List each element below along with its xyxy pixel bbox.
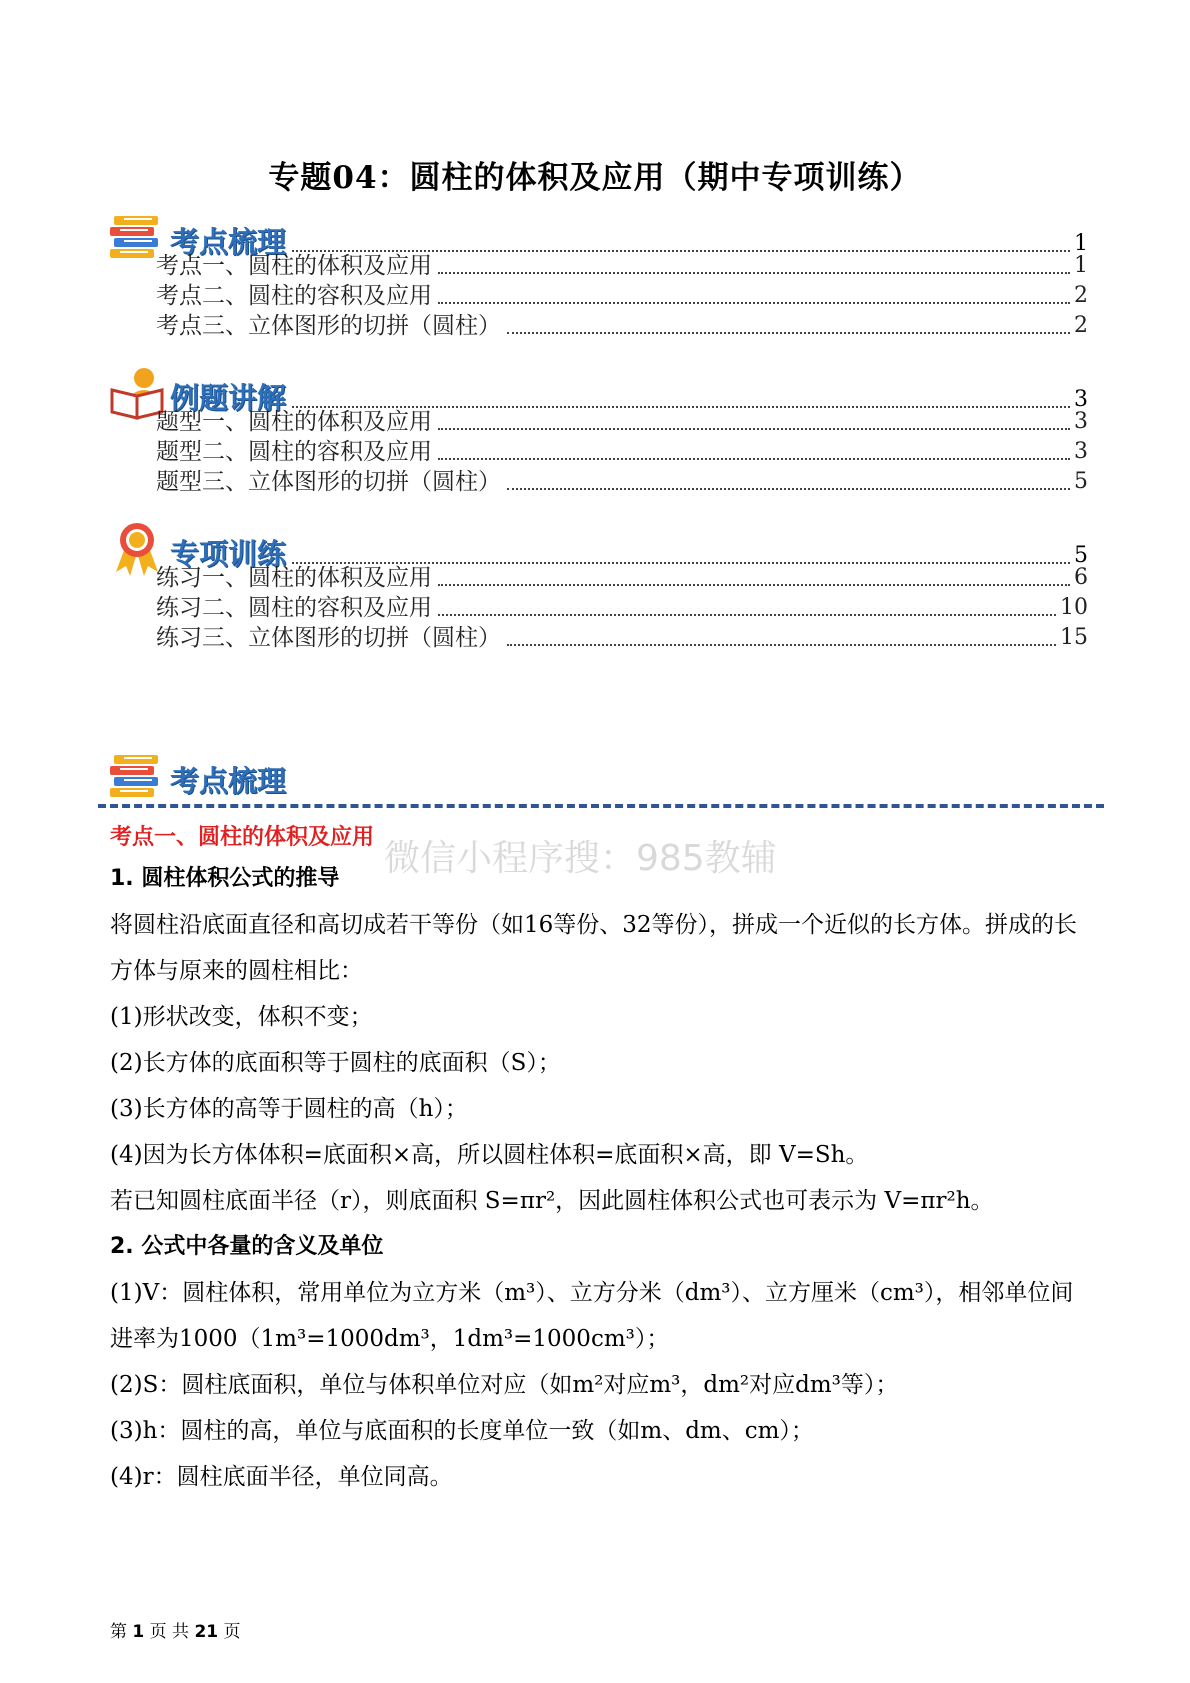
books-icon (108, 747, 166, 803)
toc-page-number: 3 (1074, 409, 1088, 434)
leader-dots (507, 643, 1056, 646)
toc-item[interactable] (156, 250, 1088, 282)
toc-item-label: 题型一、圆柱的体积及应用 (156, 409, 432, 435)
toc-page-number: 10 (1060, 595, 1088, 620)
toc-page-number: 5 (1074, 543, 1088, 568)
body-paragraph: (2)长方体的底面积等于圆柱的底面积（S）； (110, 1050, 561, 1076)
toc-item[interactable] (156, 310, 1088, 342)
toc-section-label: 考点梳理 (170, 225, 287, 259)
toc-page-number: 6 (1074, 565, 1088, 590)
body-paragraph: (1)V：圆柱体积，常用单位为立方米（m³）、立方分米（dm³）、立方厘米（cm³），相邻单位间进率为1000（1m³=1000dm³，1dm³=1000cm³）； (110, 1280, 1074, 1352)
toc-item[interactable] (156, 562, 1088, 594)
body-paragraph: (3)长方体的高等于圆柱的高（h）； (110, 1096, 468, 1122)
body-paragraph: (4)r：圆柱底面半径，单位同高。 (110, 1464, 453, 1490)
body-heading: 1. 圆柱体积公式的推导 (110, 866, 340, 891)
toc-item[interactable] (156, 280, 1088, 312)
leader-dots (507, 331, 1070, 334)
page-footer (110, 1617, 241, 1642)
toc-page-number: 3 (1074, 387, 1088, 412)
leader-dots (438, 301, 1070, 304)
toc-page-number: 1 (1074, 231, 1088, 256)
toc-page-number: 1 (1074, 253, 1088, 278)
leader-dots (438, 457, 1070, 460)
leader-dots (438, 613, 1056, 616)
footer-suffix: 页 (223, 1622, 241, 1642)
toc-page-number: 15 (1060, 625, 1088, 650)
toc-item-label: 题型二、圆柱的容积及应用 (156, 439, 432, 465)
body-paragraph: (2)S：圆柱底面积，单位与体积单位对应（如m²对应m³，dm²对应dm³等）； (110, 1372, 899, 1398)
body-paragraph: (3)h：圆柱的高，单位与底面积的长度单位一致（如m、dm、cm）； (110, 1418, 814, 1444)
body-paragraph: (1)形状改变，体积不变； (110, 1004, 373, 1030)
toc-page-number: 3 (1074, 439, 1088, 464)
body-paragraph: (4)因为长方体体积=底面积×高，所以圆柱体积=底面积×高，即 V=Sh。 (110, 1142, 869, 1168)
body-paragraph: 若已知圆柱底面半径（r），则底面积 S=πr²，因此圆柱体积公式也可表示为 V=πr²h。 (110, 1188, 994, 1214)
toc-item-label: 练习二、圆柱的容积及应用 (156, 595, 432, 621)
section-title: 考点梳理 (170, 764, 287, 798)
leader-dots (438, 271, 1070, 274)
page-title: 专题04：圆柱的体积及应用（期中专项训练） (268, 160, 922, 196)
leader-dots (438, 427, 1070, 430)
section-subtitle: 考点一、圆柱的体积及应用 (110, 825, 375, 850)
toc-item-label: 题型三、立体图形的切拼（圆柱） (156, 469, 501, 495)
footer-prefix: 第 (110, 1622, 127, 1642)
section-header (108, 745, 286, 803)
toc-item-label: 考点三、立体图形的切拼（圆柱） (156, 313, 501, 339)
toc-item[interactable] (156, 436, 1088, 468)
toc-item-label: 练习一、圆柱的体积及应用 (156, 565, 432, 591)
toc-item[interactable] (156, 406, 1088, 438)
toc-item-label: 考点二、圆柱的容积及应用 (156, 283, 432, 309)
leader-dots (507, 487, 1070, 490)
footer-total-pages: 21 (194, 1622, 219, 1642)
footer-mid: 页 共 (149, 1622, 190, 1642)
toc-section-label: 专项训练 (170, 537, 287, 571)
body-heading: 2. 公式中各量的含义及单位 (110, 1234, 384, 1259)
toc-page-number: 5 (1074, 469, 1088, 494)
toc-item[interactable] (156, 466, 1088, 498)
toc-item[interactable] (156, 592, 1088, 624)
section-divider (98, 804, 1104, 808)
body-paragraph: 将圆柱沿底面直径和高切成若干等份（如16等份、32等份），拼成一个近似的长方体。拼成的长方体与原来的圆柱相比： (110, 912, 1078, 984)
footer-page-number: 1 (132, 1622, 145, 1642)
toc-item-label: 考点一、圆柱的体积及应用 (156, 253, 432, 279)
toc-item-label: 练习三、立体图形的切拼（圆柱） (156, 625, 501, 651)
leader-dots (438, 583, 1070, 586)
toc-section-label: 例题讲解 (170, 381, 287, 415)
toc-item[interactable] (156, 622, 1088, 654)
watermark: 微信小程序搜：985教辅 (384, 838, 777, 879)
toc-page-number: 2 (1074, 313, 1088, 338)
toc-page-number: 2 (1074, 283, 1088, 308)
section-body (110, 856, 1090, 1500)
